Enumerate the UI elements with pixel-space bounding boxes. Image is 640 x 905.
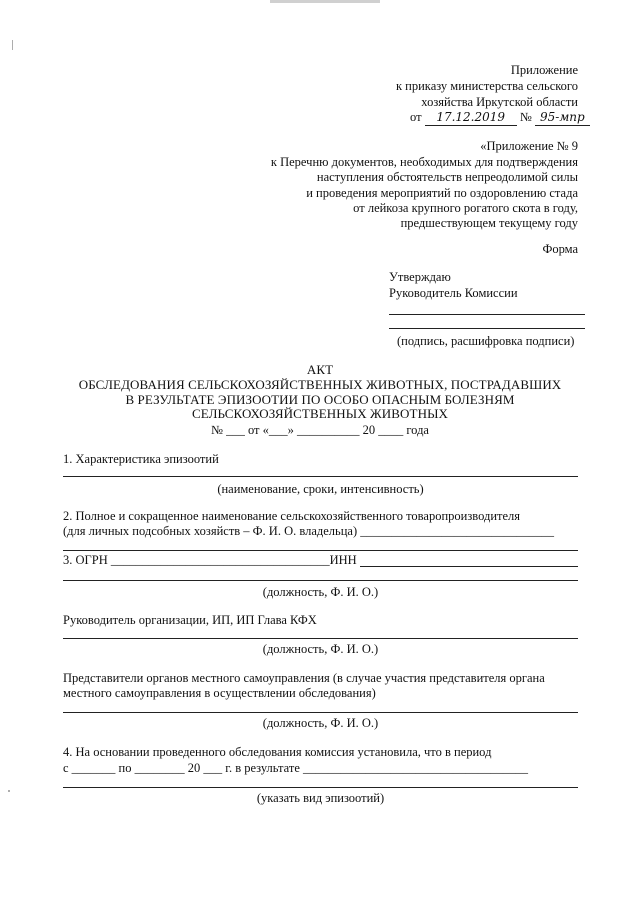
section-2-line — [63, 550, 578, 551]
reps-caption: (должность, Ф. И. О.) — [262, 716, 379, 730]
reps-line — [63, 712, 578, 713]
act-title: АКТ — [306, 362, 334, 377]
section-1-label: 1. Характеристика эпизоотий — [63, 452, 219, 466]
date-prefix: от — [410, 110, 422, 124]
section-2-line-2: (для личных подсобных хозяйств – Ф. И. О. владельца) _______________________________ — [63, 524, 555, 538]
section-3-ogrn: 3. ОГРН ___________________________________ИНН — [63, 553, 357, 567]
section-4-line-1: 4. На основании проведенного обследования комиссия установила, что в период — [63, 745, 492, 759]
head-line — [63, 638, 578, 639]
reps-line-1: Представители органов местного самоуправления (в случае участия представителя органа — [63, 671, 545, 685]
number-prefix: № — [519, 110, 532, 124]
annex-line: от лейкоза крупного рогатого скота в году, — [353, 201, 578, 215]
annex-line: к Перечню документов, необходимых для подтверждения — [270, 155, 578, 169]
annex-title: «Приложение № 9 — [480, 139, 578, 153]
head-label: Руководитель организации, ИП, ИП Глава КФХ — [63, 613, 317, 627]
scan-mark-top — [270, 0, 380, 3]
annex-line: и проведения мероприятий по оздоровлению стада — [306, 186, 578, 200]
date-value: 17.12.2019 — [425, 109, 517, 126]
signature-line — [389, 328, 585, 329]
section-3-caption: (должность, Ф. И. О.) — [262, 585, 379, 599]
approval-line-2: Руководитель Комиссии — [389, 286, 518, 300]
signature-line — [389, 314, 585, 315]
act-title-line: ОБСЛЕДОВАНИЯ СЕЛЬСКОХОЗЯЙСТВЕННЫХ ЖИВОТНЫХ, ПОСТРАДАВШИХ — [78, 377, 562, 392]
scan-mark-left — [12, 40, 13, 50]
order-line-1: к приказу министерства сельского — [395, 79, 578, 93]
annex-line: предшествующем текущему году — [400, 216, 578, 230]
section-3-line — [63, 580, 578, 581]
section-1-caption: (наименование, сроки, интенсивность) — [217, 482, 424, 496]
approval-line-1: Утверждаю — [389, 270, 451, 284]
section-1-line — [63, 476, 578, 477]
reps-line-2: местного самоуправления в осуществлении обследования) — [63, 686, 376, 700]
annex-line: наступления обстоятельств непреодолимой силы — [316, 170, 578, 184]
signature-caption: (подпись, расшифровка подписи) — [397, 334, 575, 348]
act-title-line: СЕЛЬСКОХОЗЯЙСТВЕННЫХ ЖИВОТНЫХ — [191, 406, 448, 421]
inn-line — [360, 566, 578, 567]
head-caption: (должность, Ф. И. О.) — [262, 642, 379, 656]
act-number-line: № ___ от «___» __________ 20 ____ года — [211, 423, 429, 437]
order-line-2: хозяйства Иркутской области — [421, 95, 578, 109]
section-4-line-2: с _______ по ________ 20 ___ г. в результате ____________________________________ — [63, 761, 528, 775]
section-4-caption: (указать вид эпизоотий) — [256, 791, 385, 805]
section-2-line-1: 2. Полное и сокращенное наименование сельскохозяйственного товаропроизводителя — [63, 509, 521, 523]
appendix-label: Приложение — [510, 63, 578, 77]
section-4-line — [63, 787, 578, 788]
number-value: 95-мпр — [535, 109, 590, 126]
act-title-line: В РЕЗУЛЬТАТЕ ЭПИЗООТИИ ПО ОСОБО ОПАСНЫМ БОЛЕЗНЯМ — [125, 392, 515, 407]
form-label: Форма — [542, 242, 578, 256]
scan-mark-left — [8, 790, 10, 792]
order-date-row — [410, 109, 590, 126]
